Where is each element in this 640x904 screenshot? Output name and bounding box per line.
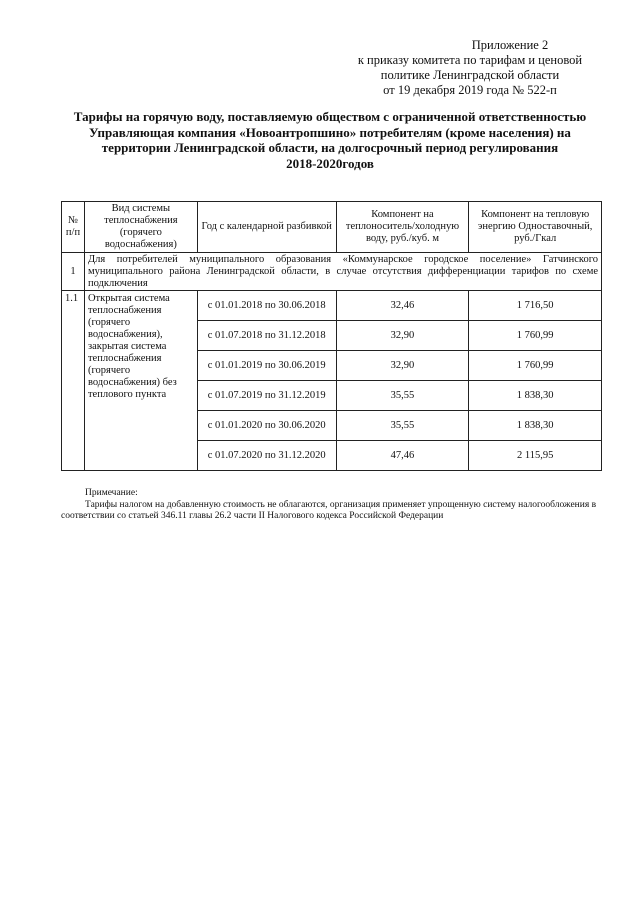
row-heat-component: 2 115,95 (469, 441, 602, 471)
group-description: Для потребителей муниципального образования «Коммунарское городское поселение» Гатчинского муниципального района Ленинградской области, в случае отсутствия дифференциации тарифов по схеме подключения (84, 253, 601, 291)
group-num: 1 (62, 253, 85, 291)
row-water-component: 35,55 (336, 411, 469, 441)
appendix-number: Приложение 2 (471, 38, 549, 52)
row-period: с 01.01.2018 по 30.06.2018 (197, 291, 336, 321)
appendix-order-line: к приказу комитета по тарифам и ценовой (357, 53, 583, 67)
appendix-date-line: от 19 декабря 2019 года № 522-п (383, 83, 557, 97)
table-row (62, 291, 602, 321)
appendix-header (340, 38, 600, 98)
title-line-1: Тарифы на горячую воду, поставляемую обществом с ограниченной ответственностью (73, 109, 587, 124)
header-system-type: Вид системы теплоснабжения (горячего водоснабжения) (84, 202, 197, 253)
tariff-table (61, 201, 602, 471)
header-period: Год с календарной разбивкой (197, 202, 336, 253)
row-heat-component: 1 716,50 (469, 291, 602, 321)
header-water-component: Компонент на теплоноситель/холодную воду, руб./куб. м (336, 202, 469, 253)
row-water-component: 32,90 (336, 351, 469, 381)
document-title (60, 109, 600, 171)
row-period: с 01.01.2020 по 30.06.2020 (197, 411, 336, 441)
title-line-3: территории Ленинградской области, на долгосрочный период регулирования (101, 140, 559, 155)
title-line-2: Управляющая компания «Новоантропшино» потребителям (кроме населения) на (89, 124, 571, 140)
row-period: с 01.01.2019 по 30.06.2019 (197, 351, 336, 381)
note-title: Примечание: (85, 488, 138, 498)
row-heat-component: 1 760,99 (469, 351, 602, 381)
row-water-component: 32,46 (336, 291, 469, 321)
row-water-component: 47,46 (336, 441, 469, 471)
title-line-4: 2018-2020годов (286, 155, 374, 171)
row-heat-component: 1 838,30 (469, 381, 602, 411)
row-heat-component: 1 838,30 (469, 411, 602, 441)
row-period: с 01.07.2019 по 31.12.2019 (197, 381, 336, 411)
subgroup-num: 1.1 (62, 291, 85, 471)
row-water-component: 32,90 (336, 321, 469, 351)
appendix-committee-line: политике Ленинградской области (380, 68, 560, 82)
note-section (61, 488, 606, 523)
row-water-component: 35,55 (336, 381, 469, 411)
note-text: Тарифы налогом на добавленную стоимость не облагаются, организация применяет упрощенную систему налогообложения в соответствии со статьей 346.11 главы 26.2 части II Налогового кодекса Российской Федерации (61, 499, 597, 521)
group-row (62, 253, 602, 291)
header-num: № п/п (62, 202, 85, 253)
row-period: с 01.07.2018 по 31.12.2018 (197, 321, 336, 351)
row-heat-component: 1 760,99 (469, 321, 602, 351)
row-period: с 01.07.2020 по 31.12.2020 (197, 441, 336, 471)
subgroup-system-type: Открытая система теплоснабжения (горячего водоснабжения), закрытая система теплоснабжения (горячего водоснабжения) без теплового пункта (84, 291, 197, 471)
header-heat-component: Компонент на тепловую энергию Одноставочный, руб./Гкал (469, 202, 602, 253)
table-header-row (62, 202, 602, 253)
